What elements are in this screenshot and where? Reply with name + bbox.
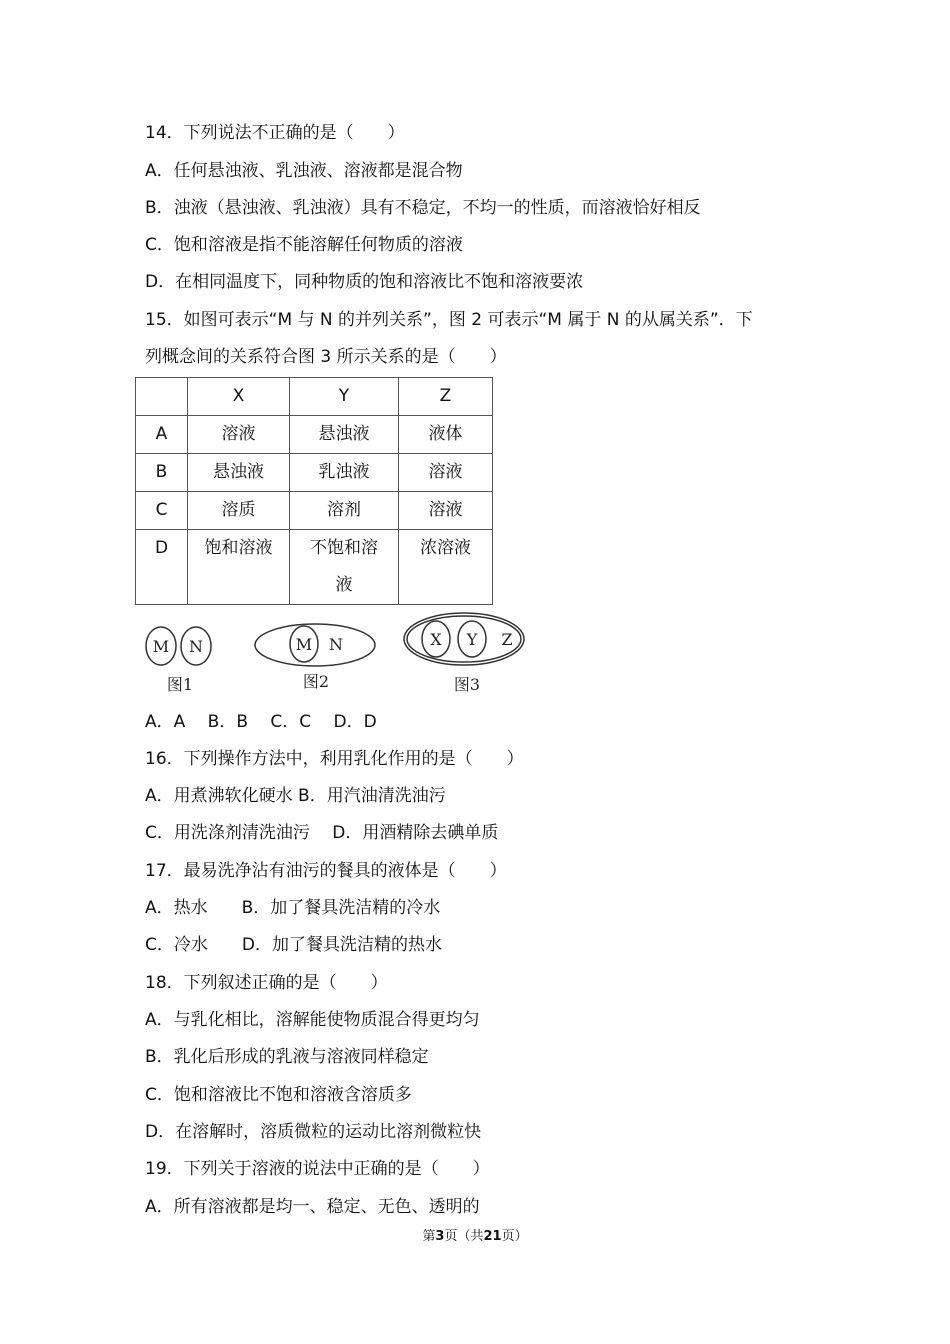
footer-total-pages: 21 xyxy=(483,1229,502,1244)
figure-2 xyxy=(255,624,375,666)
question-16-options-ab: A．用煮沸软化硬水 B．用汽油清洗油污 xyxy=(145,786,446,806)
question-18-option-b: B．乳化后形成的乳液与溶液同样稳定 xyxy=(145,1047,429,1067)
fig3-y-label: Y xyxy=(466,630,478,649)
question-14-option-c: C．饱和溶液是指不能溶解任何物质的溶液 xyxy=(145,235,463,255)
table-cell: 溶液 xyxy=(399,454,493,492)
options-table xyxy=(135,377,493,605)
question-14-option-b: B．浊液（悬浊液、乳浊液）具有不稳定，不均一的性质，而溶液恰好相反 xyxy=(145,198,701,218)
fig1-n-label: N xyxy=(189,637,203,656)
fig1-caption: 图1 xyxy=(166,675,194,694)
fig1-m-label: M xyxy=(152,637,170,656)
question-14-stem: 14．下列说法不正确的是（ ） xyxy=(145,123,405,143)
table-header-cell: X xyxy=(188,378,290,416)
table-cell: A xyxy=(136,416,188,454)
table-cell: C xyxy=(136,492,188,530)
venn-figures xyxy=(140,608,540,703)
table-cell: B xyxy=(136,454,188,492)
table-cell-line: 不饱和溶 xyxy=(310,538,378,558)
question-19-option-a: A．所有溶液都是均一、稳定、无色、透明的 xyxy=(145,1197,480,1217)
fig2-m-label: M xyxy=(295,635,313,654)
fig2-caption: 图2 xyxy=(302,672,330,691)
table-cell: 悬浊液 xyxy=(290,416,399,454)
fig3-caption: 图3 xyxy=(453,675,481,694)
question-17-options-ab: A．热水 B．加了餐具洗洁精的冷水 xyxy=(145,898,441,918)
table-cell-line: 液 xyxy=(335,575,353,595)
table-row xyxy=(136,492,493,530)
fig2-n-label: N xyxy=(329,635,343,654)
fig2-n-ellipse xyxy=(255,624,375,666)
question-19-stem: 19．下列关于溶液的说法中正确的是（ ） xyxy=(145,1159,490,1179)
table-header-cell: Y xyxy=(290,378,399,416)
table-cell: 液体 xyxy=(399,416,493,454)
footer-prefix: 第 xyxy=(422,1229,436,1244)
table-cell: 溶液 xyxy=(188,416,290,454)
page-footer xyxy=(0,1225,950,1244)
table-cell: 溶质 xyxy=(188,492,290,530)
table-cell-wrapped xyxy=(290,530,399,605)
question-17-options-cd: C．冷水 D．加了餐具洗洁精的热水 xyxy=(145,935,442,955)
table-header-cell xyxy=(136,378,188,416)
table-row xyxy=(136,454,493,492)
question-18-option-d: D．在溶解时，溶质微粒的运动比溶剂微粒快 xyxy=(145,1122,482,1142)
question-18-stem: 18．下列叙述正确的是（ ） xyxy=(145,973,388,993)
question-16-options-cd: C．用洗涤剂清洗油污 D．用酒精除去碘单质 xyxy=(145,823,499,843)
footer-suffix: 页） xyxy=(501,1229,528,1244)
table-header-row xyxy=(136,378,493,416)
question-14-option-a: A．任何悬浊液、乳浊液、溶液都是混合物 xyxy=(145,161,463,181)
question-15-stem-line1: 15．如图可表示“M 与 N 的并列关系”，图 2 可表示“M 属于 N 的从属关系”．下 xyxy=(145,310,753,330)
table-row xyxy=(136,416,493,454)
question-16-stem: 16．下列操作方法中，利用乳化作用的是（ ） xyxy=(145,749,524,769)
fig3-x-label: X xyxy=(430,630,442,649)
table-cell: D xyxy=(136,530,188,605)
table-cell: 悬浊液 xyxy=(188,454,290,492)
table-row xyxy=(136,530,493,605)
question-17-stem: 17．最易洗净沾有油污的餐具的液体是（ ） xyxy=(145,861,507,881)
question-15-stem-line2: 列概念间的关系符合图 3 所示关系的是（ ） xyxy=(145,347,507,367)
table-cell: 溶液 xyxy=(399,492,493,530)
fig3-z-label: Z xyxy=(501,630,513,649)
table-header-cell: Z xyxy=(399,378,493,416)
question-18-option-c: C．饱和溶液比不饱和溶液含溶质多 xyxy=(145,1085,412,1105)
table-cell: 乳浊液 xyxy=(290,454,399,492)
table-cell: 溶剂 xyxy=(290,492,399,530)
table-cell: 浓溶液 xyxy=(399,530,493,605)
question-14-option-d: D．在相同温度下，同种物质的饱和溶液比不饱和溶液要浓 xyxy=(145,272,584,292)
question-18-option-a: A．与乳化相比，溶解能使物质混合得更均匀 xyxy=(145,1010,480,1030)
footer-mid: 页（共 xyxy=(444,1229,484,1244)
footer-page-number: 3 xyxy=(435,1229,445,1244)
table-cell: 饱和溶液 xyxy=(188,530,290,605)
question-15-options: A．A B．B C．C D．D xyxy=(145,712,377,732)
